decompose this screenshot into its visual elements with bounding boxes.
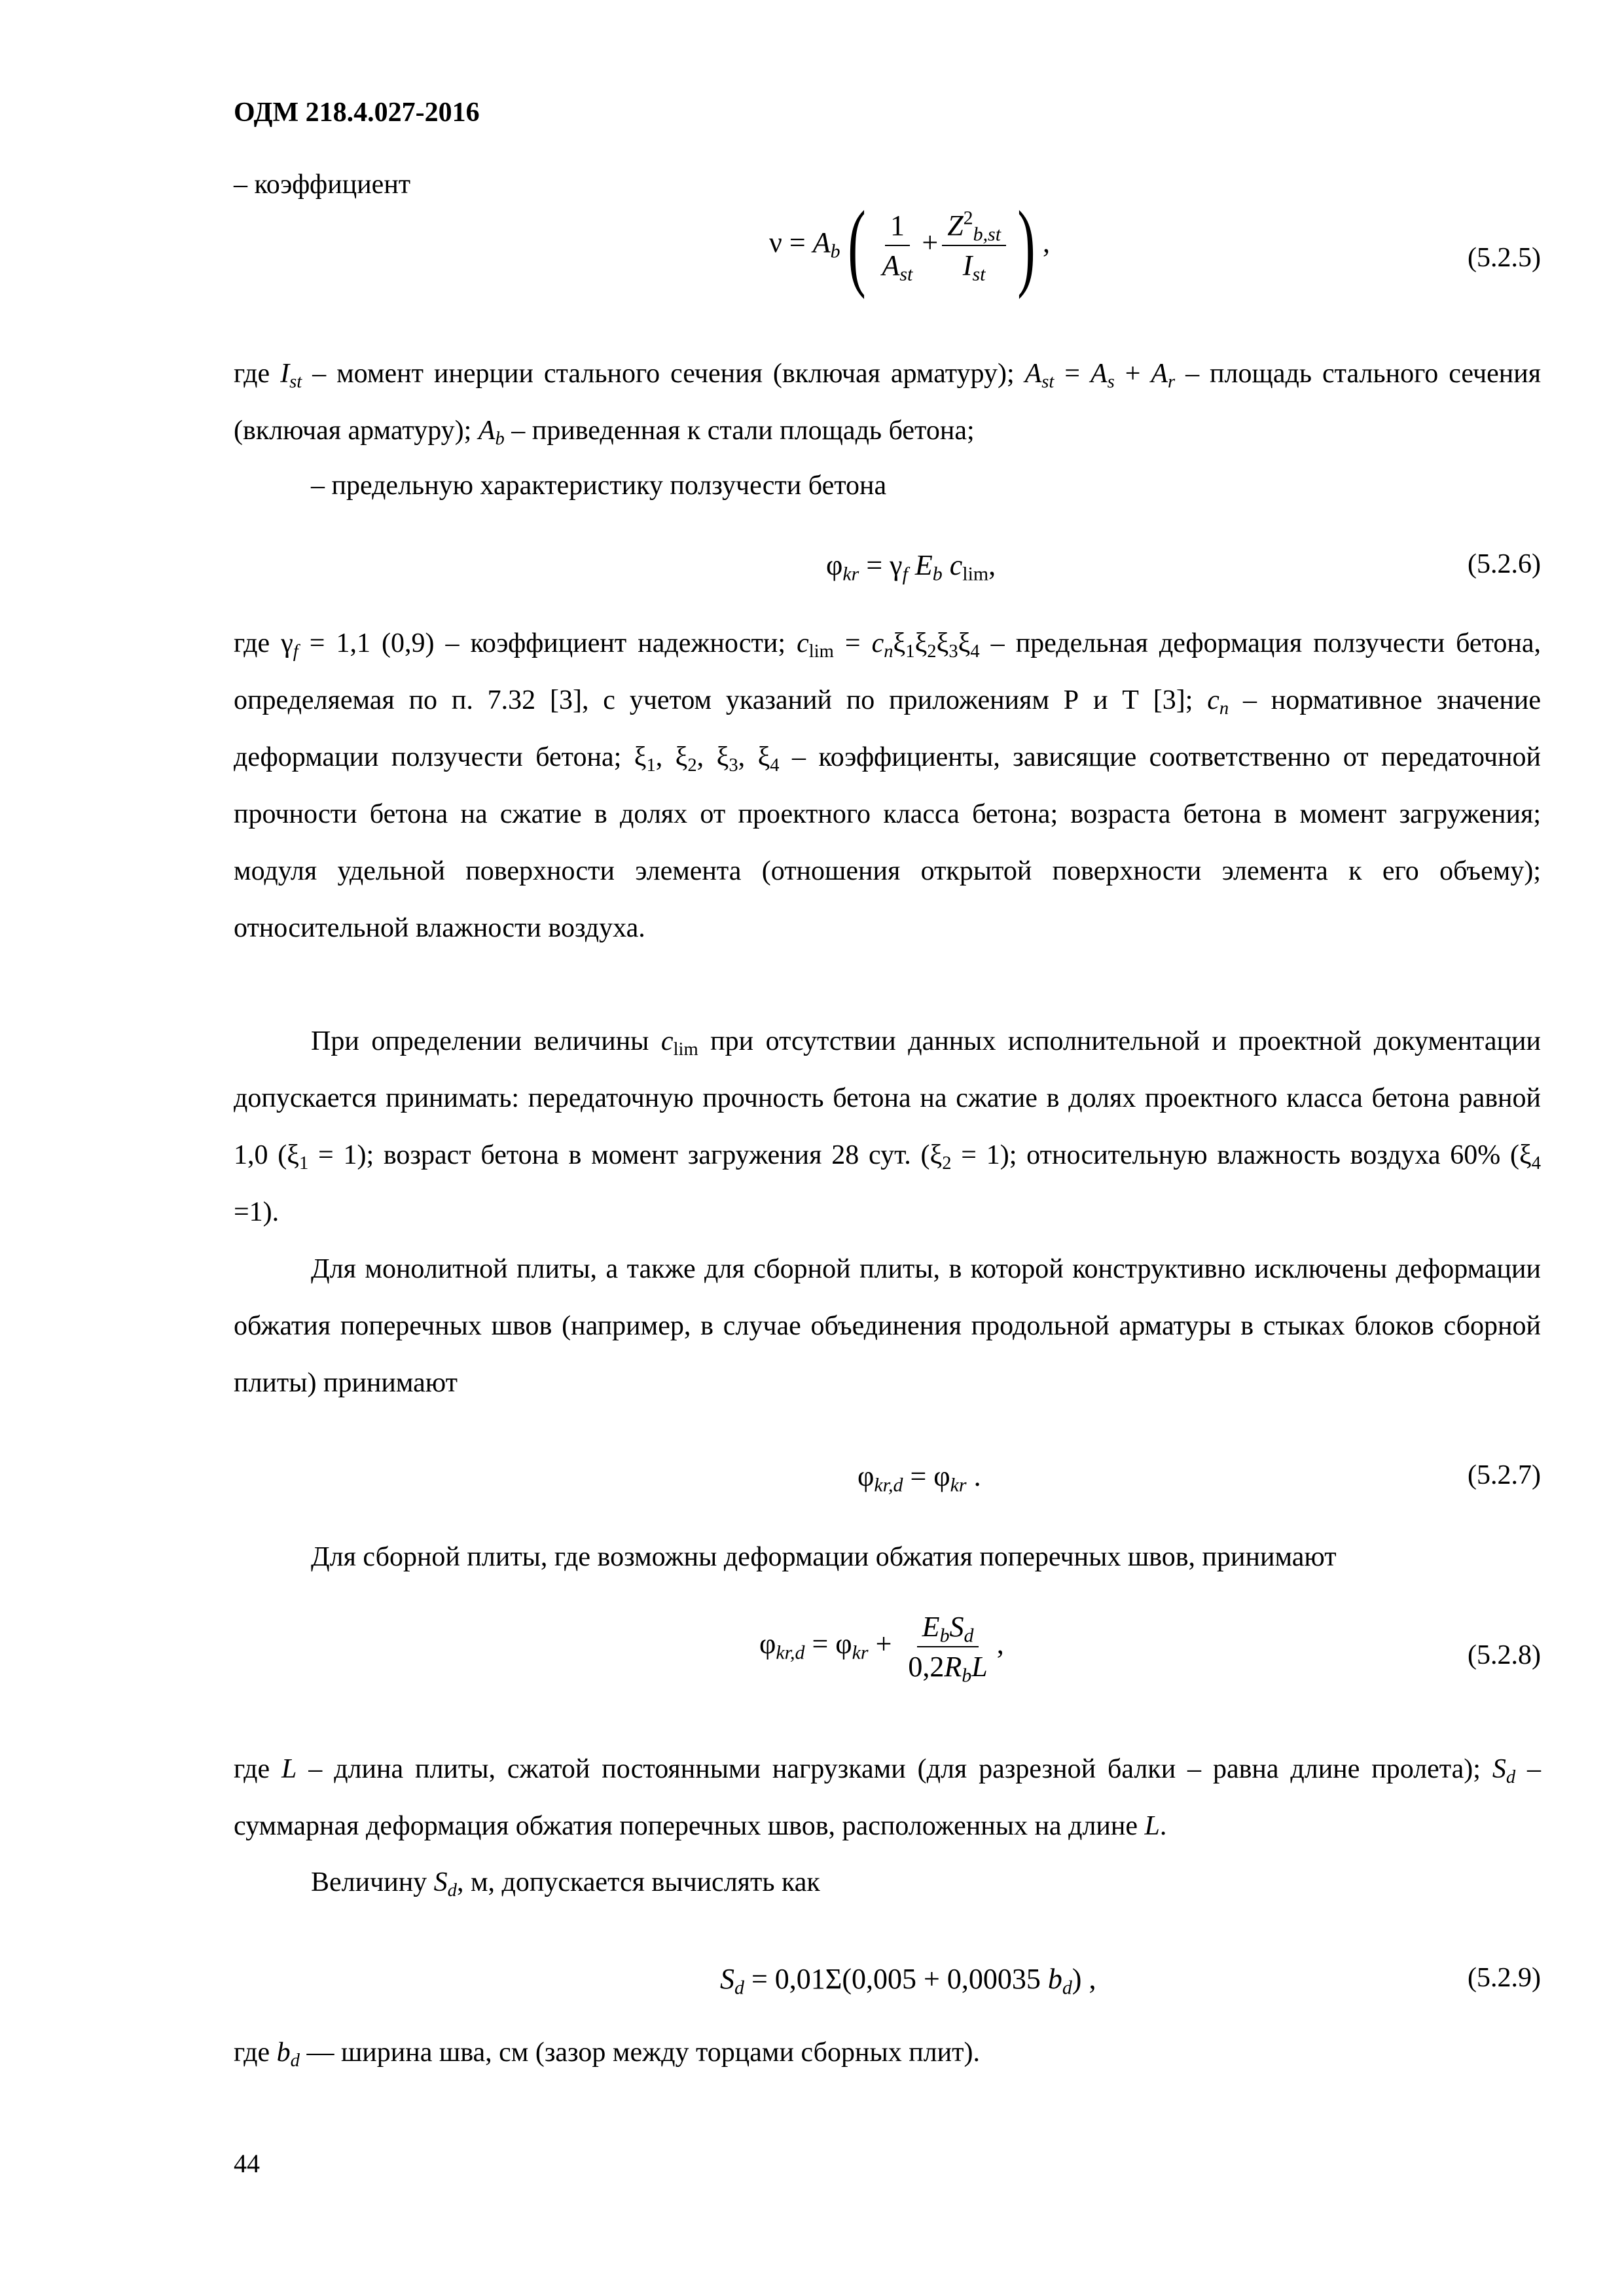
paragraph-monolith: Для монолитной плиты, а также для сборной плиты, в которой конструктивно исключены деформации обжатия поперечных швов (например, в случае объединения продольной арматуры в стыках блоков сборной плиты) принимают	[234, 1254, 1541, 1398]
paragraph-inertia: где $I_{st}$ – момент инерции стального сечения (включая арматуру); $A_{st} = A_s + A_r$ – площадь стального сечения (включая арматуру); $A_b$ – приведенная к стали площадь бетона;	[234, 359, 1542, 449]
equation-number: (5.2.8)	[1468, 1640, 1541, 1670]
formula-5-2-7: $\varphi_{kr,d} = \varphi_{kr}$ .	[857, 1460, 981, 1496]
creep-intro: – предельную характеристику ползучести бетона	[311, 471, 887, 501]
document-code: ОДМ 218.4.027-2016	[234, 98, 480, 128]
paragraph-length: где L – длина плиты, сжатой постоянными нагрузками (для разрезной балки – равна длине пролета); $S_d$ – суммарная деформация обжатия поперечных швов, расположенных на длине L.	[234, 1754, 1541, 1841]
formula-5-2-6: $\varphi_{kr} = \gamma_f$ $E_b$ $c_{lim}$,	[826, 549, 996, 585]
page-number: 44	[234, 2149, 260, 2178]
equation-number: (5.2.7)	[1468, 1460, 1541, 1490]
equation-number: (5.2.9)	[1468, 1963, 1541, 1993]
formula-5-2-9: $S_d = 0,01\Sigma(0,005 + 0,00035$ $b_d$) ,	[720, 1963, 1096, 1999]
paragraph-reliability: где $\gamma_f = 1,1$ (0,9) – коэффициент надежности; $c_{lim} = c_n\xi_1\xi_2\xi_3\xi_4$ – предельная деформация ползучести бетона, определяемая по п. 7.32 [3], с учетом указаний по приложениям Р и Т [3]; $c_n$ – нормативное значение деформации ползучести бетона; $\xi_1$, $\xi_2$, $\xi_3$, $\xi_4$ – коэффициенты, зависящие соответственно от передаточной прочности бетона на сжатие в долях от проектного класса бетона; возраста бетона в момент загружения; модуля удельной поверхности элемента (отношения открытой поверхности элемента к его объему); относительной влажности воздуха.	[234, 628, 1541, 943]
formula-5-2-5: $\nu = A_b$( $\frac{1}{A_{st}}$ + $\frac{Z^2_{b,st}}{I_{st}}$ ) ,	[769, 191, 1050, 300]
paragraph-clim-defaults: При определении величины $c_{lim}$ при отсутствии данных исполнительной и проектной документации допускается принимать: передаточную прочность бетона на сжатие в долях проектного класса бетона равной 1,0 $(\xi_1 = 1)$; возраст бетона в момент загружения 28 сут. $(\xi_2 = 1)$; относительную влажность воздуха 60% $(\xi_4 =1)$.	[234, 1026, 1542, 1227]
equation-number: (5.2.5)	[1468, 243, 1541, 273]
precast-intro: Для сборной плиты, где возможны деформации обжатия поперечных швов, принимают	[311, 1542, 1337, 1572]
formula-5-2-8: $\varphi_{kr,d} = \varphi_{kr}$ + $\frac{E_bS_d}{0,2R_bL}$ ,	[759, 1611, 1004, 1687]
paragraph-joint-width: где $b_d$ — ширина шва, см (зазор между торцами сборных плит).	[234, 2037, 980, 2071]
coefficient-intro: – коэффициент	[234, 170, 411, 200]
sd-intro: Величину $S_d$, м, допускается вычислять как	[311, 1867, 820, 1901]
equation-number: (5.2.6)	[1468, 549, 1541, 579]
